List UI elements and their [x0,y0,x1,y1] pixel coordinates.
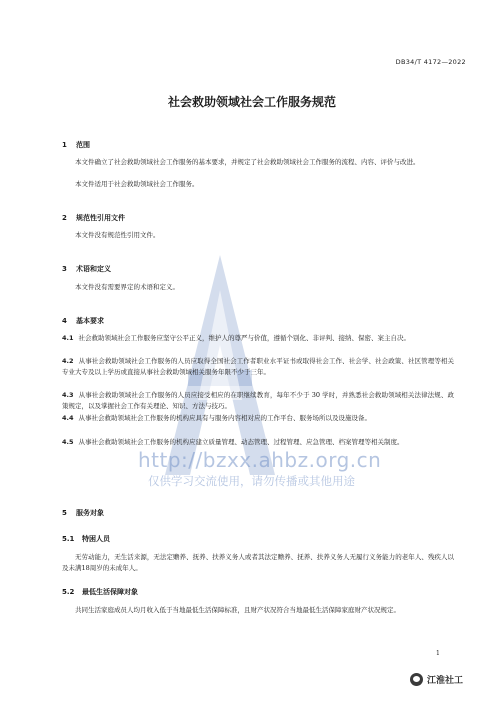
section-title: 最低生活保障对象 [82,588,138,596]
paragraph: 本文件没有需要界定的术语和定义。 [75,283,179,291]
subsection-heading-5-1 [62,534,110,544]
watermark-note: 仅供学习交流使用，请勿传播或其他用途 [148,474,355,488]
section-heading-1 [62,140,90,150]
clause-number: 4.1 [62,334,74,342]
section-heading-2 [62,213,125,223]
clause-text: 从事社会救助领域社会工作服务的人员应取得全国社会工作者职业水平证书或取得社会工作、社会学、社会政策、社区管理等相关专业大专及以上学历或直接从事社会救助领域相关服务年限不少于三年。 [62,357,454,376]
document-number: DB34/T 4172—2022 [395,58,466,66]
section-heading-3 [62,264,111,274]
wechat-icon [410,673,423,686]
paragraph: 本文件适用于社会救助领域社会工作服务。 [75,180,199,188]
clause-text: 从事社会救助领域社会工作服务的人员应接受相应的在职继续教育，每年不少于 30 学时，并熟悉社会救助领域相关法律法规、政策规定，以及掌握社会工作有关理论、知识、方法与技巧。 [62,391,454,410]
clause-4-3 [62,390,454,412]
clause-4-2 [62,356,454,378]
section-title: 特困人员 [82,535,110,543]
watermark-url: http://bzxx.ahbz.org.cn [138,448,382,472]
paragraph: 共同生活家庭成员人均月收入低于当地最低生活保障标准，且财产状况符合当地最低生活保障家庭财产状况规定。 [75,606,400,614]
section-title: 规范性引用文件 [76,214,125,222]
section-title: 服务对象 [76,509,104,517]
section-heading-5 [62,508,104,518]
paragraph: 本文件没有规范性引用文件。 [75,231,160,239]
section-title: 基本要求 [76,317,104,325]
clause-4-1 [62,333,454,344]
section-number: 4 [62,317,67,325]
channel-name: 江淮社工 [427,675,464,686]
section-number: 2 [62,214,67,222]
clause-4-4 [62,413,454,424]
clause-number: 4.3 [62,391,74,399]
clause-4-5 [62,437,454,448]
paragraph: 无劳动能力，无生活来源，无法定赡养、抚养、扶养义务人或者其法定赡养、抚养、扶养义务人无履行义务能力的老年人、残疾人以及未满18周岁的未成年人。 [62,553,454,572]
clause-text: 从事社会救助领域社会工作服务的机构应建立质量管理、动态管理、过程管理、应急管理、档案管理等相关制度。 [78,438,404,446]
section-number: 5.2 [62,588,75,596]
subsection-heading-5-2 [62,587,138,597]
page-number: 1 [436,650,440,657]
clause-text: 从事社会救助领域社会工作服务的机构应具有与服务内容相对应的工作平台、服务场所以及设施设备。 [78,414,372,422]
section-title: 术语和定义 [76,265,111,273]
section-number: 3 [62,265,67,273]
clause-number: 4.4 [62,414,74,422]
section-heading-4 [62,316,104,326]
section-number: 5.1 [62,535,75,543]
section-number: 1 [62,141,67,149]
section-number: 5 [62,509,67,517]
clause-number: 4.2 [62,357,74,365]
clause-number: 4.5 [62,438,74,446]
channel-badge [410,672,463,686]
page-title: 社会救助领域社会工作服务规范 [167,95,336,109]
paragraph: 本文件确立了社会救助领域社会工作服务的基本要求，并规定了社会救助领域社会工作服务的流程、内容、评价与改进。 [75,158,420,166]
clause-text: 社会救助领域社会工作服务应坚守公平正义，维护人的尊严与价值，遵循个别化、非评判、接纳、保密、案主自决。 [78,334,411,342]
section-title: 范围 [76,141,90,149]
